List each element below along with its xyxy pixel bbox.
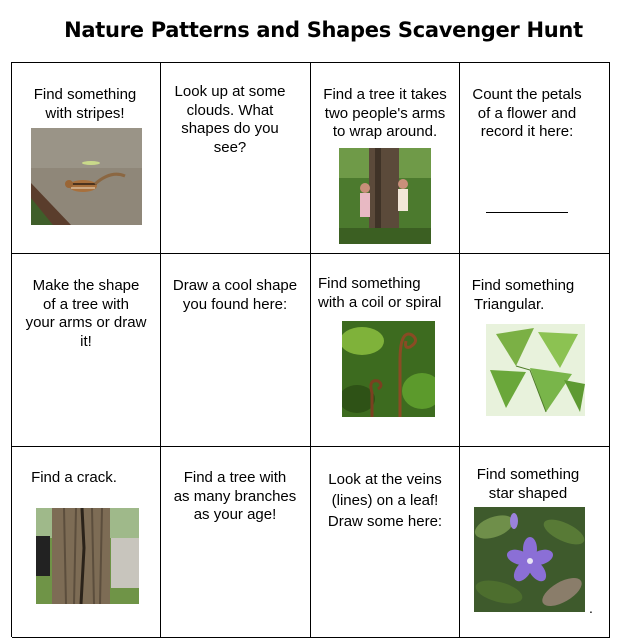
page-title: Nature Patterns and Shapes Scavenger Hunt bbox=[64, 18, 583, 42]
prompt-big-tree bbox=[312, 86, 458, 142]
prompt-branches bbox=[161, 469, 309, 525]
prompt-spiral bbox=[313, 275, 457, 312]
petal-count-answer-line[interactable] bbox=[486, 212, 568, 213]
prompt-cool-shape bbox=[161, 277, 309, 314]
tree-hug-photo bbox=[339, 148, 431, 244]
prompt-petals bbox=[462, 86, 592, 142]
prompt-triangular bbox=[463, 277, 583, 314]
prompt-line: Make the shape bbox=[32, 277, 140, 294]
petal-count-answer-placeholder bbox=[486, 196, 553, 210]
prompt-tree-shape bbox=[13, 277, 159, 351]
chipmunk-photo bbox=[31, 128, 142, 225]
prompt-line: see? bbox=[213, 138, 247, 156]
prompt-line: Look up at some bbox=[174, 83, 286, 100]
prompt-line: Find something bbox=[318, 275, 421, 292]
prompt-stripes bbox=[18, 86, 152, 123]
trailing-mark: . bbox=[589, 600, 593, 616]
prompt-line: to wrap around. bbox=[332, 123, 438, 140]
tree-bark-crack-photo bbox=[36, 508, 139, 604]
prompt-line: Find something bbox=[476, 466, 580, 483]
prompt-line: Draw a cool shape bbox=[172, 277, 298, 294]
prompt-line: as your age! bbox=[193, 506, 277, 523]
prompt-line: record it here: bbox=[480, 123, 574, 140]
prompt-line: two people's arms bbox=[324, 104, 446, 122]
prompt-line: star shaped bbox=[488, 484, 568, 502]
prompt-line: with stripes! bbox=[45, 104, 125, 122]
prompt-line: Find a tree with bbox=[183, 469, 287, 486]
prompt-line: Look at the veins bbox=[328, 471, 442, 488]
periwinkle-flower-photo bbox=[474, 507, 585, 612]
prompt-line: of a flower and bbox=[477, 104, 577, 122]
prompt-leaf-veins bbox=[312, 469, 458, 532]
prompt-line: as many branches bbox=[173, 487, 297, 505]
prompt-star-shape bbox=[462, 466, 594, 503]
prompt-line: clouds. What bbox=[186, 101, 274, 119]
prompt-line: Count the petals bbox=[472, 86, 582, 103]
prompt-line: you found here: bbox=[182, 295, 288, 313]
prompt-line: Find something bbox=[33, 86, 137, 103]
prompt-line: (lines) on a leaf! bbox=[331, 492, 439, 509]
prompt-line: Triangular. bbox=[474, 295, 545, 313]
prompt-line: shapes do you bbox=[181, 120, 279, 137]
prompt-clouds bbox=[162, 83, 298, 157]
prompt-line: Find a tree it takes bbox=[323, 86, 447, 103]
prompt-line: it! bbox=[80, 332, 92, 350]
prompt-line: your arms or draw bbox=[25, 314, 147, 331]
prompt-line: with a coil or spiral bbox=[318, 293, 442, 311]
prompt-line: Find something bbox=[471, 277, 575, 294]
prompt-line: Find a crack. bbox=[31, 469, 117, 486]
prompt-crack bbox=[14, 469, 134, 488]
triangular-leaves-photo bbox=[486, 324, 585, 416]
prompt-line: of a tree with bbox=[43, 295, 129, 313]
fern-spiral-photo bbox=[342, 321, 435, 417]
prompt-line: Draw some here: bbox=[327, 513, 443, 530]
